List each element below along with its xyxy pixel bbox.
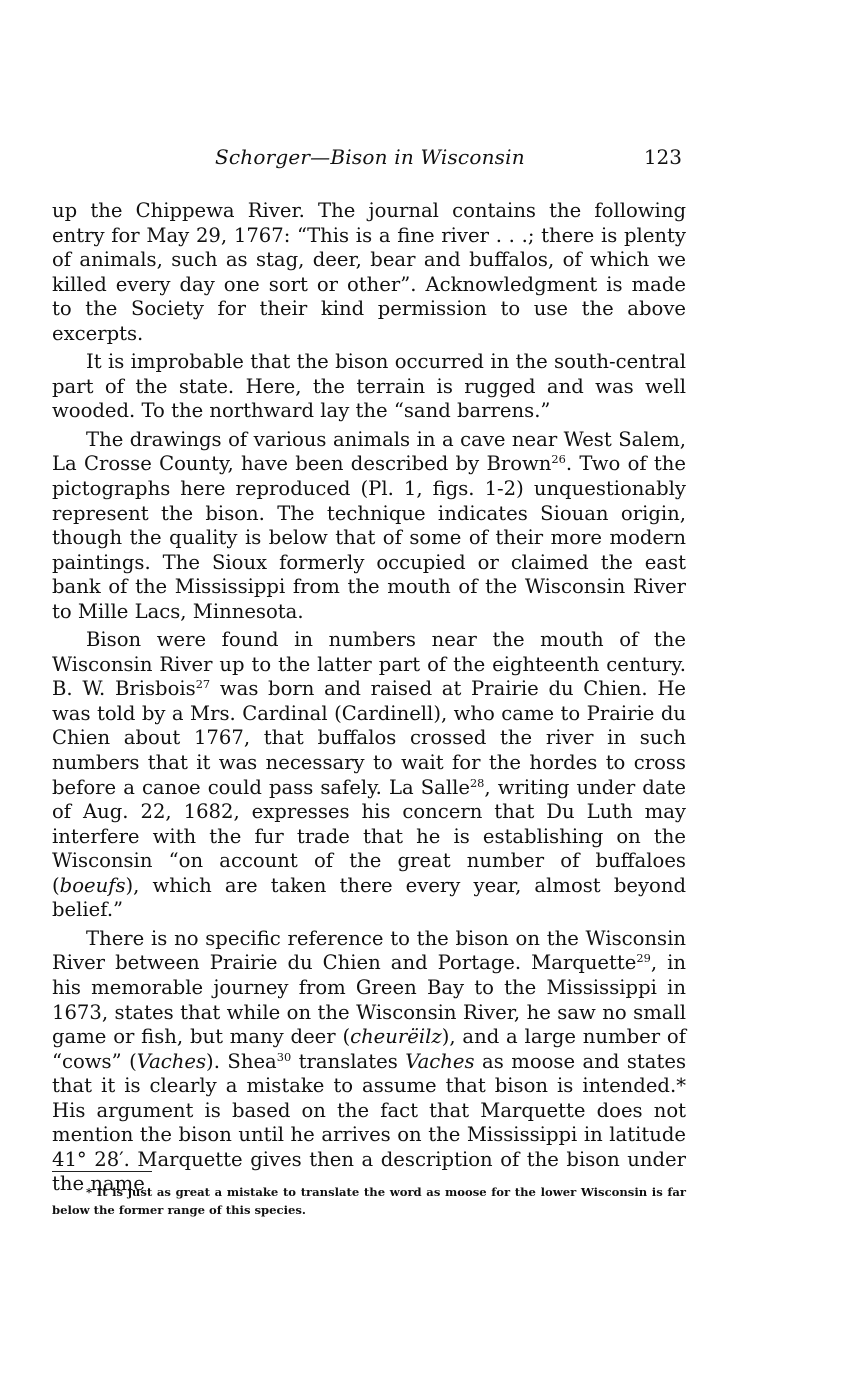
- paragraph-wisconsin-mouth: [52, 628, 686, 923]
- footnote-ref: 29: [636, 951, 651, 966]
- italic-term: cheurëilz: [350, 1025, 442, 1049]
- text-run: ). Shea: [206, 1049, 277, 1073]
- footnote-rule: [52, 1171, 152, 1172]
- text-run: . Two of the pictographs here reproduced (Pl. 1, figs. 1-2) unquestionably represent the bison. The technique indicates Siouan origin, though the quality is below that of some of their more modern paintings. The Sioux formerly occupied or claimed the east bank of the Mississippi from the mouth of the Wisconsin River to Mille Lacs, Minnesota.: [52, 452, 686, 623]
- paragraph-cave-drawings: [52, 428, 686, 624]
- text-run: Bison were found in numbers near the mouth of the Wisconsin River up to the latter part of the eighteenth century. B. W. Brisbois: [52, 628, 686, 701]
- italic-term: Vaches: [405, 1049, 475, 1073]
- text-run: There is no specific reference to the bison on the Wisconsin River between Prairie du Chien and Portage. Marquette: [52, 926, 686, 975]
- text-run: up the Chippewa River. The journal contains the following entry for May 29, 1767: “This is a fine river . . .; there is plenty of animals, such as stag, deer, bear and buffalos, of which we killed every day one sort or other”. Acknowledgment is made to the Society for their kind permission to use the above excerpts.: [52, 199, 686, 345]
- italic-term: boeufs: [59, 873, 126, 897]
- text-run: translates: [291, 1049, 406, 1073]
- footnote: * It is just as great a mistake to translate the word as moose for the lower Wisconsin is far below the former range of this species.: [52, 1185, 686, 1217]
- text-run: as moose and states that it is clearly a mistake to assume that bison is intended.* His argument is based on the fact that Marquette does not mention the bison until he arrives on the Mississippi in latitude 41° 28′. Marquette gives then a description of the bison under the name: [52, 1049, 687, 1196]
- text-run: , in his memorable journey from Green Bay to the Mississippi in 1673, states that while on the Wisconsin River, he saw no small game or fish, but many deer (: [52, 951, 686, 1049]
- running-title: Schorger—Bison in Wisconsin: [215, 145, 525, 169]
- footnote-ref: 27: [195, 677, 211, 692]
- text-run: The drawings of various animals in a cave near West Salem, La Crosse County, have been described by Brown: [52, 427, 686, 476]
- paragraph-marquette: [52, 927, 686, 1197]
- page-number: 123: [643, 145, 682, 169]
- footnote-ref: 28: [469, 775, 485, 790]
- italic-term: Vaches: [136, 1049, 207, 1073]
- body-text: [52, 199, 686, 1197]
- running-head: [52, 145, 686, 173]
- text-run: ), and a large number of “cows” (: [52, 1025, 686, 1073]
- paragraph-continuation: [52, 199, 686, 346]
- text-run: was born and raised at Prairie du Chien. He was told by a Mrs. Cardinal (Cardinell), who came to Prairie du Chien about 1767, that buffalos crossed the river in such numbers that it was necessary to wait for the hordes to cross before a canoe could pass safely. La Salle: [52, 677, 687, 799]
- paragraph-south-central: [52, 350, 686, 424]
- footnote-ref: 26: [551, 452, 566, 467]
- text-run: ), which are taken there every year, almost beyond belief.”: [52, 873, 686, 922]
- text-run: , writing under date of Aug. 22, 1682, expresses his concern that Du Luth may interfere with the fur trade that he is establishing on the Wisconsin “on account of the great number of buffaloes (: [52, 775, 686, 897]
- footnote-ref: 30: [276, 1049, 292, 1064]
- text-run: It is improbable that the bison occurred in the south-central part of the state. Here, the terrain is rugged and was well wooded. To the northward lay the “sand barrens.”: [52, 350, 686, 423]
